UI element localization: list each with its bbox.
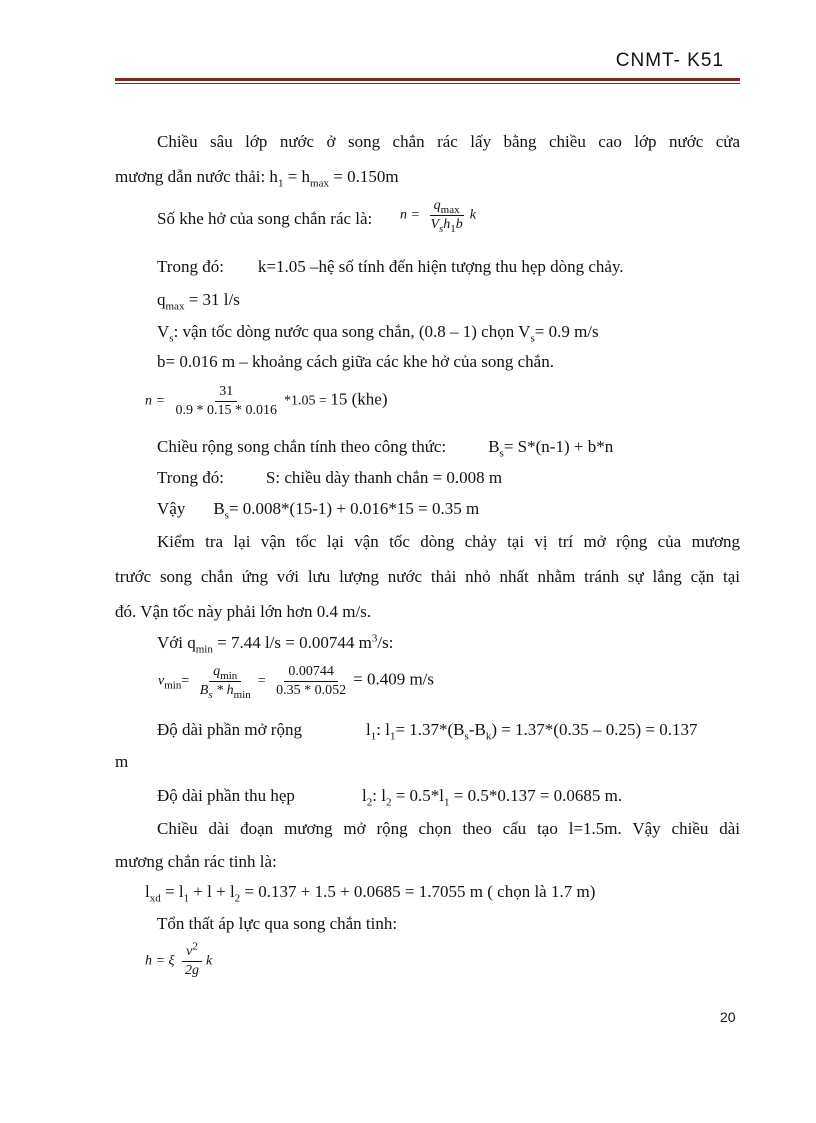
para-check-line3: đó. Vận tốc này phải lớn hơn 0.4 m/s.: [115, 602, 372, 621]
para-lxd: $l_{xd} = l_1 + l + l_2 = 0.137 + 1.5 + 0.0685 = 1.7055$ m ( chọn là 1.7 m): [145, 882, 596, 905]
header-title: CNMT- K51: [615, 50, 724, 71]
para-qmax: $q_{max} = 31$ l/s: [157, 290, 240, 313]
para-qmin: Với $q_{min} = 7.44$ l/s = 0.00744 $m^3/s$:: [157, 632, 394, 656]
para-l1-formula: $l_1$: $l_1= 1.37*(B_s-B_k) = 1.37*(0.35 - 0.25) = 0.137$: [366, 720, 698, 743]
formula-n-value: n = $\frac{31}{0.9 * 0.15 * 0.016}$ *1.05 = 15 (khe): [145, 384, 388, 418]
formula-h: h = ξ $\frac{v^2}{2g}$ k: [145, 940, 213, 978]
para-length-line2: mương chắn rác tinh là:: [115, 852, 277, 871]
para-depth-line2: mương dẫn nước thải: $h_1 = h_{max} = 0.150m$: [115, 167, 399, 190]
para-vs: $V_s$: vận tốc dòng nước qua song chắn, (0.8 – 1) chọn $V_s= 0.9$ m/s: [157, 322, 599, 345]
para-l1-unit: m: [115, 752, 129, 771]
formula-vmin: $v_{min}=$ $\frac{q_{min}}{B_s * h_{min}}$ = $\frac{0.00744}{0.35 * 0.052}$ = 0.409 m/s: [158, 664, 435, 701]
para-check-line1: Kiểm tra lại vận tốc lại vận tốc dòng chảy tại vị trí mở rộng của mương: [157, 532, 740, 551]
para-gap-count: Số khe hở của song chắn rác là:: [157, 209, 373, 228]
para-l1-label: Độ dài phần mở rộng: [157, 720, 302, 739]
header-rule: [115, 78, 740, 81]
para-check-line2: trước song chắn ứng với lưu lượng nước thải nhỏ nhất nhằm tránh sự lắng cặn tại: [115, 567, 740, 586]
header-rule-thin: [115, 83, 740, 84]
page-number: 20: [720, 1009, 736, 1025]
para-length-line1: Chiều dài đoạn mương mở rộng chọn theo cấu tạo l=1.5m. Vậy chiều dài: [157, 819, 740, 838]
formula-n: n = $\frac{q_{max}}{V_sh_1b}$ k: [400, 198, 477, 235]
para-width-formula: Chiều rộng song chắn tính theo công thức: $B_s= S*(n-1) + b*n$: [157, 437, 614, 460]
para-l2-label: Độ dài phần thu hẹp: [157, 786, 295, 805]
para-b: b= 0.016 m – khoảng cách giữa các khe hở của song chắn.: [157, 352, 554, 371]
para-bs-value: Vậy $B_s= 0.008*(15-1) + 0.016*15 = 0.35$ m: [157, 499, 480, 522]
para-where-k: Trong đó: k=1.05 –hệ số tính đến hiện tượng thu hẹp dòng chảy.: [157, 257, 624, 276]
para-where-s: Trong đó: S: chiều dày thanh chắn = 0.008 m: [157, 468, 503, 487]
para-l2-formula: $l_2$: $l_2 = 0.5*l_1 = 0.5*0.137 = 0.0685$ m.: [362, 786, 623, 809]
para-head-loss: Tổn thất áp lực qua song chắn tinh:: [157, 914, 398, 933]
para-depth-line1: Chiều sâu lớp nước ở song chắn rác lấy bằng chiều cao lớp nước cửa: [157, 132, 740, 151]
